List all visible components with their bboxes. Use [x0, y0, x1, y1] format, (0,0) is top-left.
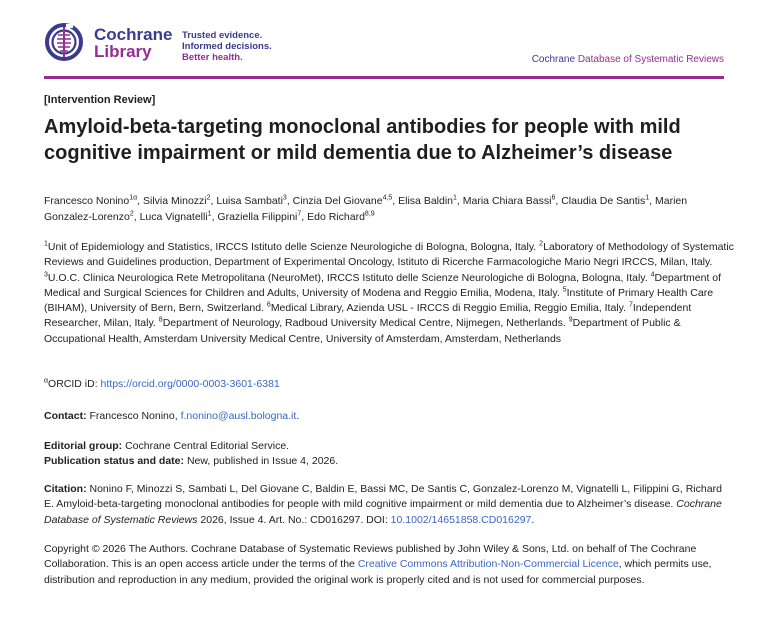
author-name: Francesco Nonino [44, 195, 130, 207]
affiliation-text: Laboratory of Methodology of Systematic Reviews and Guidelines production, Department of Experimental Oncology, Istituto di Ricerche Farmacologiche Mario Negri IRCCS, Milan, Italy. [44, 241, 734, 269]
author-name: Edo Richard [307, 211, 365, 223]
author [216, 195, 286, 207]
author [143, 195, 211, 207]
author-affiliation-marker: 2 [129, 210, 134, 218]
author-name: Luca Vignatelli [139, 211, 208, 223]
author-affiliation-marker: 1 [453, 194, 457, 202]
author-affiliation-marker: 6 [551, 194, 556, 202]
database-prefix: Cochrane [531, 54, 576, 65]
author-affiliation-marker: 1α [129, 194, 138, 202]
affiliation-number: 7 [628, 301, 633, 309]
cochrane-logo-icon[interactable] [44, 22, 84, 62]
contact-label: Contact: [44, 410, 87, 422]
affiliation-text: Department of Neurology, Radboud University Medical Centre, Nijmegen, Netherlands. [162, 317, 566, 330]
author-name: Maria Chiara Bassi [462, 195, 552, 207]
status-label: Publication status and date: [44, 455, 185, 467]
citation-journal: Cochrane Database of Systematic Reviews [44, 498, 722, 526]
publication-status [44, 454, 338, 469]
affiliation-text: Medical Library, Azienda USL - IRCCS di Reggio Emilia, Reggio Emilia, Italy. [270, 302, 627, 315]
citation-end: . [531, 513, 535, 526]
copyright-text-end: , which permits use, distribution and reproduction in any medium, provided the original work is properly cited and is not used for commercial purposes. [44, 558, 712, 586]
database-title: Database of Systematic Reviews [575, 54, 724, 65]
author-name: Graziella Filippini [217, 211, 298, 223]
author-affiliation-marker: 8,9 [364, 210, 375, 218]
tagline-line: Trusted evidence. [182, 30, 263, 41]
author-affiliation-marker: 1 [207, 210, 212, 218]
brand-line-library: Library [94, 42, 152, 61]
status-value: New, published in Issue 4, 2026. [184, 455, 339, 467]
tagline [182, 30, 272, 63]
contact-line [44, 410, 299, 422]
affiliation-number: 3 [44, 271, 48, 279]
citation [44, 482, 734, 528]
affiliation-number: 9 [568, 316, 573, 324]
citation-label: Citation: [44, 483, 87, 495]
affiliation-number: 4 [650, 271, 655, 279]
author-name: Silvia Minozzi [143, 195, 207, 207]
orcid-line [44, 378, 280, 390]
affiliation-number: 5 [562, 286, 567, 294]
affiliations [44, 240, 734, 347]
author [44, 195, 137, 207]
author-name: Marien Gonzalez-Lorenzo [44, 195, 688, 223]
author-affiliation-marker: 1 [645, 194, 650, 202]
cochrane-header [44, 22, 724, 78]
contact-name: Francesco Nonino, [86, 410, 181, 422]
author-name: Cinzia Del Giovane [292, 195, 383, 207]
author [140, 211, 212, 223]
affiliation-text: Department of Medical and Surgical Sciences for Children and Adults, University of Modena and Reggio Emilia, Modena, Italy. [44, 271, 722, 299]
author-list: Francesco Nonino$^{1\alpha}$, Silvia Minozzi$^2$, Luisa Sambati$^3$, Cinzia Del Giovane$^{4,5}$, Elisa Baldin$^1$, Maria Chiara Bassi$^6$, Claudia De Santis$^1$, Marien Gonzalez-Lorenzo$^2$, Luca Vignatelli$^1$, Graziella Filippini$^7$, Edo Richard$^{8,9}$ [44, 194, 688, 223]
header-divider [44, 76, 724, 79]
orcid-marker: α [44, 377, 49, 385]
brand-name[interactable] [94, 26, 172, 60]
doi-link[interactable]: 10.1002/14651858.CD016297 [390, 513, 532, 526]
affiliation-text: Independent Researcher, Milan, Italy. [44, 302, 692, 330]
citation-text: Nonino F, Minozzi S, Sambati L, Del Giovane C, Baldin E, Bassi MC, De Santis C, Gonzalez-Lorenzo M, Vignatelli L, Filippini G, Richard E. Amyloid-beta-targeting monoclonal antibodies for people with mild cognitive impairment or mild dementia due to Alzheimer’s disease. [44, 483, 722, 511]
affiliation-text: Unit of Epidemiology and Statistics, IRCCS Istituto delle Scienze Neurologiche di Bologna, Bologna, Italy. [47, 241, 537, 253]
affiliation-text: Department of Public & Occupational Health, Amsterdam University Medical Centre, University of Amsterdam, Amsterdam, Netherlands [44, 317, 681, 345]
citation-details: 2026, Issue 4. Art. No.: CD016297. DOI: [197, 513, 391, 526]
author-name: Luisa Sambati [216, 195, 283, 207]
review-type: [Intervention Review] [44, 94, 156, 106]
contact-end: . [296, 410, 300, 422]
editorial-label: Editorial group: [44, 440, 123, 452]
author-affiliation-marker: 2 [206, 194, 211, 202]
brand-line-cochrane: Cochrane [94, 25, 173, 44]
editorial-block [44, 439, 338, 469]
author [561, 195, 649, 207]
review-title: Amyloid-beta-targeting monoclonal antibodies for people with mild cognitive impairment or mild dementia due to Alzheimer’s disease [44, 116, 681, 164]
editorial-group [44, 439, 338, 454]
author [463, 195, 556, 207]
copyright-text: Copyright © 2026 The Authors. Cochrane Database of Systematic Reviews published by John Wiley & Sons, Ltd. on behalf of The Cochrane Collaboration. This is an open access article under the terms of the [44, 543, 697, 571]
licence-link[interactable]: Creative Commons Attribution-Non-Commercial Licence [357, 558, 619, 571]
author-affiliation-marker: 3 [282, 194, 287, 202]
author-name: Elisa Baldin [398, 195, 454, 207]
affiliation-number: 1 [44, 240, 48, 248]
author-name: Claudia De Santis [561, 195, 646, 207]
author [217, 211, 301, 223]
affiliation-number: 6 [266, 301, 271, 309]
author [293, 195, 393, 207]
author [398, 195, 457, 207]
orcid-label: ORCID iD: [48, 378, 101, 390]
copyright [44, 542, 734, 588]
tagline-line: Better health. [182, 52, 243, 63]
author-affiliation-marker: 4,5 [382, 194, 393, 202]
tagline-line: Informed decisions. [182, 41, 272, 52]
affiliation-text: Institute of Primary Health Care (BIHAM), University of Bern, Bern, Switzerland. [44, 286, 714, 315]
affiliation-number: 2 [539, 240, 544, 248]
editorial-value: Cochrane Central Editorial Service. [122, 440, 290, 452]
author-affiliation-marker: 7 [297, 210, 302, 218]
orcid-link[interactable]: https://orcid.org/0000-0003-3601-6381 [100, 378, 280, 390]
affiliation-text: U.O.C. Clinica Neurologica Rete Metropolitana (NeuroMet), IRCCS Istituto delle Scienze Neurologiche di Bologna, Bologna, Italy. [47, 271, 648, 284]
contact-email-link[interactable]: f.nonino@ausl.bologna.it [180, 410, 297, 422]
author [307, 211, 375, 223]
database-name [532, 54, 724, 65]
affiliation-number: 8 [158, 316, 163, 324]
